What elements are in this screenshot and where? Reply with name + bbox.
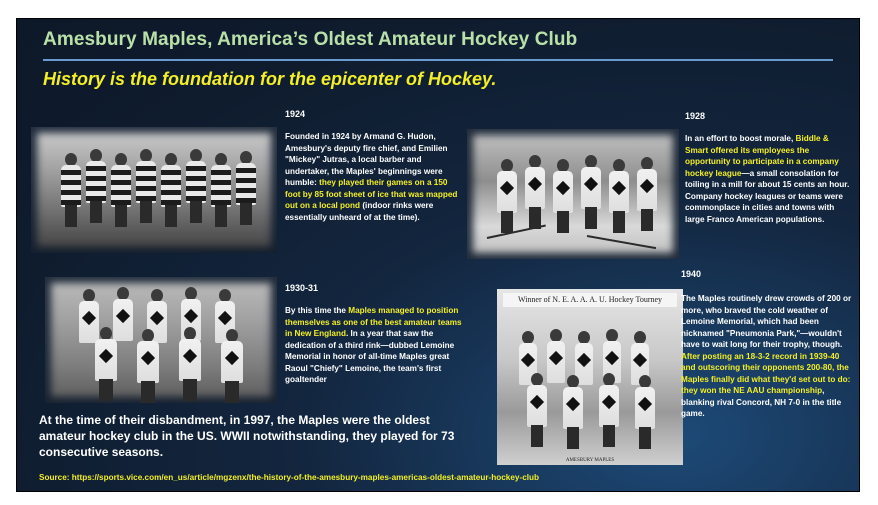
summary-text: At the time of their disbandment, in 1997, the Maples were the oldest amateur hockey club in the US. WWII notwithstanding, they played for 73 consecutive seasons.: [39, 413, 455, 459]
paragraph-1924: [285, 131, 465, 223]
paragraph-1940-part-1: The Maples routinely drew crowds of 200 or more, who braved the cold weather of Lemoine Memorial, which had been nicknamed "Pneumonia Park,"—wouldn't have to wait long for their trophy, though.: [681, 294, 852, 349]
paragraph-1930-31: [285, 305, 465, 386]
paragraph-1930-part-3: . In a year that saw the dedication of a third rink—dubbed Lemoine Memorial in honor of all-time Maples great Raoul "Chiefy" Lemoine, the team's first goaltender: [285, 329, 455, 384]
slide: [16, 18, 860, 492]
photo-1940-team: [497, 289, 683, 465]
paragraph-1928: [685, 133, 851, 225]
title-divider: [43, 59, 833, 61]
photo-1940-caption: AMESBURY MAPLES: [565, 458, 615, 463]
photo-1930-team: [45, 277, 277, 403]
paragraph-1940-highlight: After posting an 18-3-2 record in 1939-40 and outscoring their opponents 200-80, the Maples finally did what they'd set out to do: they won the NE AAU championship: [681, 351, 851, 395]
paragraph-1940-part-3: , blanking rival Concord, NH 7-0 in the title game.: [681, 386, 842, 418]
paragraph-1928-highlight: Biddle & Smart offered its employees the opportunity to participate in a company hockey league: [685, 134, 839, 178]
year-1930-31: 1930-31: [285, 283, 319, 293]
paragraph-1928-part-3: —a small consolation for toiling in a mill for about 15 cents an hour. Company hockey leagues or teams were commonplace in cities and towns with large Franco American populations.: [685, 168, 850, 224]
slide-title: Amesbury Maples, America’s Oldest Amateur Hockey Club: [43, 29, 578, 50]
year-1940: 1940: [681, 269, 702, 279]
year-1924: 1924: [285, 109, 306, 119]
paragraph-1924-part-3: (indoor rinks were essentially unheard of at the time).: [285, 201, 434, 222]
photo-1940-sign: Winner of N. E. A. A. A. U. Hockey Tourney: [503, 293, 677, 307]
photo-1924-team: [31, 127, 277, 253]
paragraph-1930-highlight: Maples managed to position themselves as one of the best amateur teams in New England: [285, 306, 462, 338]
paragraph-1930-part-1: By this time the: [285, 306, 349, 315]
paragraph-1924-highlight: they played their games on a 150 foot by 85 foot sheet of ice that was mapped out on a local pond: [285, 178, 458, 210]
year-1928: 1928: [685, 111, 706, 121]
slide-subtitle: History is the foundation for the epicenter of Hockey.: [43, 69, 497, 89]
paragraph-1928-part-1: In an effort to boost morale,: [685, 134, 796, 143]
source-link[interactable]: Source: https://sports.vice.com/en_us/article/mgzenx/the-history-of-the-amesbury-maples-americas-oldest-amateur-hockey-club: [39, 473, 540, 482]
paragraph-1924-part-1: Founded in 1924 by Armand G. Hudon, Amesbury's deputy fire chief, and Emilien "Mickey" Jutras, a local barber and undertaker, the Maples' beginnings were humble:: [285, 132, 448, 187]
photo-1928-team: [467, 129, 679, 259]
paragraph-1940: [681, 293, 853, 420]
